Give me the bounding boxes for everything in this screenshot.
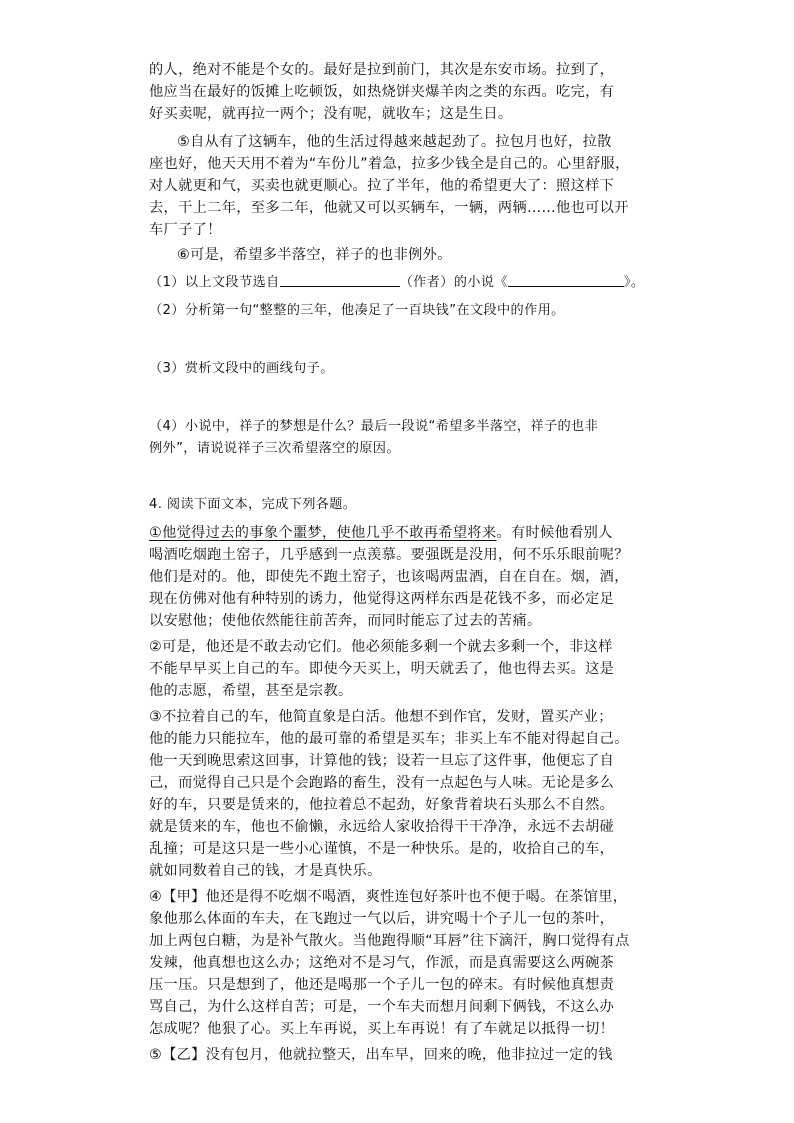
paragraph-1-rest: 。有时候他看别人 <box>496 525 613 541</box>
paragraph-1-line <box>149 522 613 544</box>
answer-blank-author[interactable] <box>280 272 400 287</box>
paragraph-3-line: 他的能力只能拉车，他的最可靠的希望是买车；非买上车不能对得起自己。 <box>149 731 629 747</box>
section-heading: 4. 阅读下面文本，完成下列各题。 <box>149 497 357 512</box>
passage-line: 好买卖呢，就再拉一两个；没有呢，就收车；这是生日。 <box>149 106 513 122</box>
paragraph-2-line: 不能早早买上自己的车。即使今天买上，明天就丢了，他也得去买。这是 <box>149 661 615 677</box>
question-1-text-a: （1）以上文段节选自 <box>149 275 280 290</box>
paragraph-1-line: 喝酒吃烟跑土窑子，几乎感到一点羡慕。要强既是没用，何不乐乐眼前呢？ <box>149 547 629 563</box>
paragraph-5-line: ⑤【乙】没有包月，他就拉整天，出车早，回来的晚，他非拉过一定的钱 <box>149 1047 613 1063</box>
paragraph-3-line: 他一天到晚思索这回事，计算他的钱；设若一旦忘了这件事，他便忘了自 <box>149 753 615 769</box>
paragraph-4-line: ④【甲】他还是得不吃烟不喝酒，爽性连包好茶叶也不便于喝。在茶馆里， <box>149 889 628 905</box>
paragraph-1-line: 他们是对的。他，即使先不跑土窑子，也该喝两盅酒，自在自在。烟，酒， <box>149 569 629 585</box>
paragraph-4-line: 怎成呢？他狠了心。买上车再说，买上车再说！有了车就足以抵得一切！ <box>149 1021 615 1037</box>
passage-line: 对人就更和气，买卖也就更顺心。拉了半年，他的希望更大了：照这样下 <box>149 178 615 194</box>
paragraph-4-line: 压一压。只是想到了，他还是喝那一个子儿一包的碎末。有时候他真想责 <box>149 977 615 993</box>
question-1 <box>149 272 644 294</box>
question-1-text-c: 》。 <box>623 275 645 290</box>
answer-blank-title[interactable] <box>508 272 624 287</box>
paragraph-3-line: 就是赁来的车，他也不偷懒，永远给人家收拾得干干净净，永远不去胡碰 <box>149 819 615 835</box>
paragraph-3-line: 乱撞；可是这只是一些小心谨慎，不是一种快乐。是的，收拾自己的车， <box>149 841 615 857</box>
passage-line: 去，干上二年，至多二年，他就又可以买辆车，一辆，两辆……他也可以开 <box>149 200 629 216</box>
question-1-text-b: （作者）的小说《 <box>399 275 508 290</box>
paragraph-4-line: 象他那么体面的车夫，在飞跑过一气以后，讲究喝十个子儿一包的茶叶， <box>149 911 615 927</box>
paragraph-1-line: 以安慰他；使他依然能往前苦奔，而同时能忘了过去的苦痛。 <box>149 613 542 629</box>
passage-line: 他应当在最好的饭摊上吃顿饭，如热烧饼夹爆羊肉之类的东西。吃完，有 <box>149 84 615 100</box>
paragraph-4-line: 骂自己，为什么这样自苦；可是，一个车夫而想月间剩下俩钱，不这么办 <box>149 999 615 1015</box>
passage-line: 的人，绝对不能是个女的。最好是拉到前门，其次是东安市场。拉到了， <box>149 62 615 78</box>
underlined-sentence: ①他觉得过去的事象个噩梦，使他几乎不敢再希望将来 <box>149 525 497 541</box>
question-3: （3）赏析文段中的画线句子。 <box>149 361 334 376</box>
paragraph-4-line: 发辣，他真想也这么办；这绝对不是习气，作派，而是真需要这么两碗茶 <box>149 955 615 971</box>
paragraph-3-line: 己，而觉得自己只是个会跑路的畜生，没有一点起色与人味。无论是多么 <box>149 775 615 791</box>
passage-line: ⑤自从有了这辆车，他的生活过得越来越起劲了。拉包月也好，拉散 <box>177 134 612 150</box>
paragraph-4-line: 加上两包白糖，为是补气散火。当他跑得顺“耳唇”往下滴汗，胸口觉得有点 <box>149 933 630 949</box>
paragraph-3-line: ③不拉着自己的车，他简直象是白活。他想不到作官，发财，置买产业； <box>149 709 613 725</box>
paragraph-2-line: 他的志愿，希望，甚至是宗教。 <box>149 683 353 699</box>
passage-line: 车厂子了！ <box>149 222 222 238</box>
passage-line: ⑥可是，希望多半落空，祥子的也非例外。 <box>177 247 452 263</box>
paragraph-3-line: 好的车，只要是赁来的，他拉着总不起劲，好象背着块石头那么不自然。 <box>149 797 615 813</box>
question-4-line-2: 例外”，请说说祥子三次希望落空的原因。 <box>149 441 400 456</box>
paragraph-3-line: 就如同数着自己的钱，才是真快乐。 <box>149 863 382 879</box>
question-4-line-1: （4）小说中，祥子的梦想是什么？最后一段说“希望多半落空，祥子的也非 <box>149 419 599 434</box>
paragraph-2-line: ②可是，他还是不敢去动它们。他必须能多剩一个就去多剩一个，非这样 <box>149 639 613 655</box>
paragraph-1-line: 现在仿佛对他有种特别的诱力，他觉得这两样东西是花钱不多，而必定足 <box>149 591 615 607</box>
question-2: （2）分析第一句“整整的三年，他凑足了一百块钱”在文段中的作用。 <box>149 303 565 318</box>
passage-line: 座也好，他天天用不着为“车份儿”着急，拉多少钱全是自己的。心里舒服， <box>149 156 630 172</box>
